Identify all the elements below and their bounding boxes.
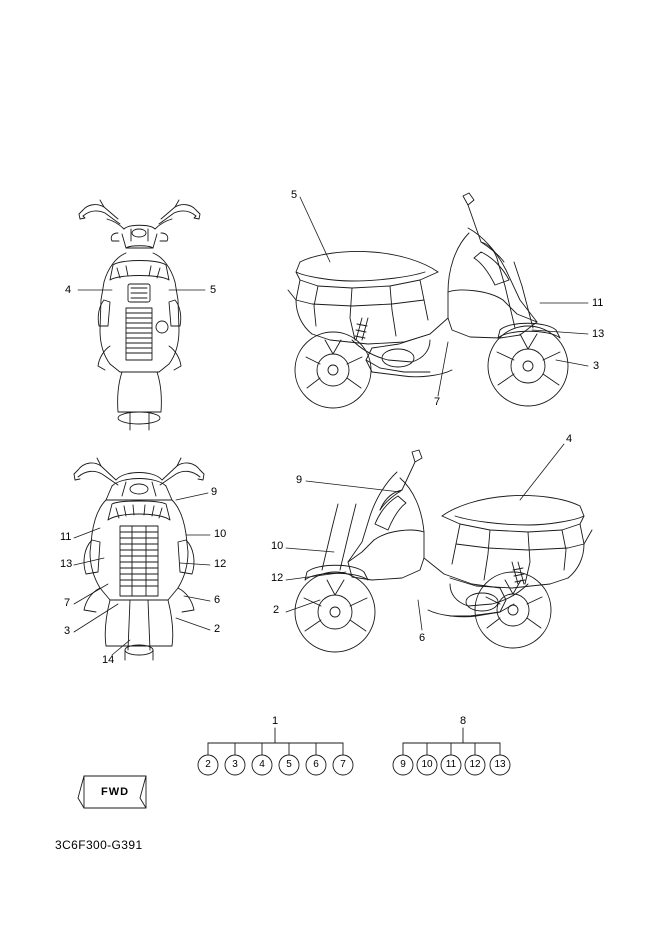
callout-5-front-upper: 5 xyxy=(210,284,217,296)
callout-14-front-lower: 14 xyxy=(102,654,115,666)
callout-3-side-left: 3 xyxy=(593,360,600,372)
legend-item-10[interactable]: 10 xyxy=(421,759,433,770)
legend-item-7[interactable]: 7 xyxy=(340,759,346,770)
legend-item-2[interactable]: 2 xyxy=(205,759,211,770)
view-front-lower xyxy=(74,458,204,660)
callout-13-side-left: 13 xyxy=(592,328,605,340)
legend-item-12[interactable]: 12 xyxy=(469,759,481,770)
callout-9-front-lower: 9 xyxy=(211,486,218,498)
view-side-left xyxy=(288,193,568,408)
legend-item-13[interactable]: 13 xyxy=(494,759,506,770)
legend-item-5[interactable]: 5 xyxy=(286,759,292,770)
legend-item-4[interactable]: 4 xyxy=(259,759,265,770)
callout-13-front-lower: 13 xyxy=(60,558,73,570)
callout-6-front-lower: 6 xyxy=(214,594,221,606)
fwd-label: FWD xyxy=(101,786,130,798)
callout-11-front-lower: 11 xyxy=(60,531,72,543)
legend-item-9[interactable]: 9 xyxy=(400,759,406,770)
callout-4-side-right: 4 xyxy=(566,433,573,445)
callout-7-side-left: 7 xyxy=(434,396,441,408)
callout-10-front-lower: 10 xyxy=(214,528,227,540)
callout-4-front-upper: 4 xyxy=(65,284,72,296)
legend-group-left-header: 1 xyxy=(271,715,279,727)
callout-3-front-lower: 3 xyxy=(64,625,71,637)
callout-6-side-right: 6 xyxy=(419,632,426,644)
callout-5-side-left: 5 xyxy=(291,189,298,201)
callout-10-side-right: 10 xyxy=(271,540,284,552)
callout-2-front-lower: 2 xyxy=(214,623,221,635)
legend-item-6[interactable]: 6 xyxy=(313,759,319,770)
view-front-upper xyxy=(79,200,200,430)
part-code: 3C6F300-G391 xyxy=(55,838,143,852)
legend-group-right-header: 8 xyxy=(459,715,467,727)
callout-12-front-lower: 12 xyxy=(214,558,227,570)
callout-11-side-left: 11 xyxy=(592,297,604,309)
callout-9-side-right: 9 xyxy=(296,474,303,486)
callout-12-side-right: 12 xyxy=(271,572,284,584)
legend-item-11[interactable]: 11 xyxy=(445,759,457,770)
view-side-right xyxy=(295,450,592,652)
callout-2-side-right: 2 xyxy=(273,604,280,616)
callout-7-front-lower: 7 xyxy=(64,597,71,609)
legend-item-3[interactable]: 3 xyxy=(232,759,238,770)
